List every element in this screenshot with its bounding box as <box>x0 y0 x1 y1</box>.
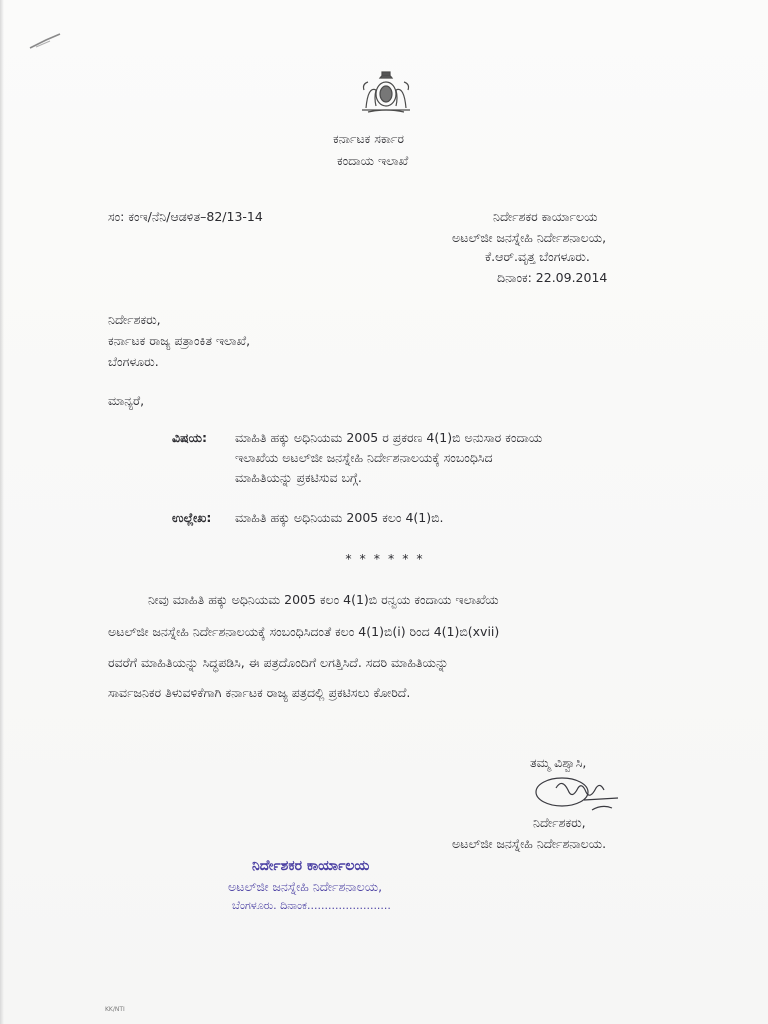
closing-org: ಅಟಲ್‌ಜೀ ಜನಸ್ನೇಹಿ ನಿರ್ದೇಶನಾಲಯ. <box>452 836 607 851</box>
office-line-2: ಅಟಲ್‌ಜೀ ಜನಸ್ನೇಹಿ ನಿರ್ದೇಶನಾಲಯ, <box>452 230 607 245</box>
scan-edge-shadow <box>0 0 4 1024</box>
office-line-3: ಕೆ.ಆರ್.ವೃತ್ತ ಬೆಂಗಳೂರು. <box>485 249 590 264</box>
body-line-2: ಅಟಲ್‌ಜೀ ಜನಸ್ನೇಹಿ ನಿರ್ದೇಶನಾಲಯಕ್ಕೆ ಸಂಬಂಧಿಸಿದಂತೆ ಕಲಂ 4(1)ಬಿ(i) ರಿಂದ 4(1)ಬಿ(xvii) <box>108 624 500 639</box>
stamp-line-3: ಬೆಂಗಳೂರು. ದಿನಾಂಕ........................ <box>232 899 391 912</box>
body-line-1: ನೀವು ಮಾಹಿತಿ ಹಕ್ಕು ಅಧಿನಿಯಮ 2005 ಕಲಂ 4(1)ಬಿ ರನ್ವಯ ಕಂದಾಯ ಇಲಾಖೆಯ <box>148 592 499 607</box>
letter-date: ದಿನಾಂಕ: 22.09.2014 <box>497 270 608 285</box>
reference-number: ಸಂ: ಕಂಇ/ನೆನಿ/ಆಡಳಿತ–82/13-14 <box>108 209 263 224</box>
reference-text: ಮಾಹಿತಿ ಹಕ್ಕು ಅಧಿನಿಯಮ 2005 ಕಲಂ 4(1)ಬಿ. <box>235 510 444 525</box>
signature-icon <box>532 770 622 816</box>
recipient-line-3: ಬೆಂಗಳೂರು. <box>108 354 159 369</box>
body-line-3: ರವರೆಗೆ ಮಾಹಿತಿಯನ್ನು ಸಿದ್ಧಪಡಿಸಿ, ಈ ಪತ್ರದೊಂದಿಗೆ ಲಗತ್ತಿಸಿದೆ. ಸದರಿ ಮಾಹಿತಿಯನ್ನು <box>108 655 449 670</box>
closing-title: ನಿರ್ದೇಶಕರು, <box>533 815 586 830</box>
government-title: ಕರ್ನಾಟಕ ಸರ್ಕಾರ <box>333 131 404 146</box>
stamp-line-2: ಅಟಲ್‌ಜೀ ಜನಸ್ನೇಹಿ ನಿರ್ದೇಶನಾಲಯ, <box>228 879 383 894</box>
subject-line-3: ಮಾಹಿತಿಯನ್ನು ಪ್ರಕಟಿಸುವ ಬಗ್ಗೆ. <box>235 470 362 485</box>
closing-regards: ತಮ್ಮ ವಿಶ್ವಾಸಿ, <box>530 755 587 770</box>
separator-asterisks: * * * * * * <box>345 551 425 566</box>
department-title: ಕಂದಾಯ ಇಲಾಖೆ <box>337 153 409 168</box>
subject-line-1: ಮಾಹಿತಿ ಹಕ್ಕು ಅಧಿನಿಯಮ 2005 ರ ಪ್ರಕರಣ 4(1)ಬಿ ಅನುಸಾರ ಕಂದಾಯ <box>235 430 543 445</box>
pin-hole-icon <box>28 32 64 52</box>
footer-code: KK/NTI <box>105 1006 125 1013</box>
recipient-line-2: ಕರ್ನಾಟಕ ರಾಜ್ಯ ಪತ್ರಾಂಕಿತ ಇಲಾಖೆ, <box>108 333 251 348</box>
salutation: ಮಾನ್ಯರೆ, <box>108 393 145 408</box>
stamp-title: ನಿರ್ದೇಶಕರ ಕಾರ್ಯಾಲಯ <box>252 858 370 874</box>
recipient-line-1: ನಿರ್ದೇಶಕರು, <box>108 312 161 327</box>
body-line-4: ಸಾರ್ವಜನಿಕರ ತಿಳುವಳಿಕೆಗಾಗಿ ಕರ್ನಾಟಕ ರಾಜ್ಯ ಪತ್ರದಲ್ಲಿ ಪ್ರಕಟಿಸಲು ಕೋರಿದೆ. <box>108 685 411 700</box>
office-line-1: ನಿರ್ದೇಶಕರ ಕಾರ್ಯಾಲಯ <box>493 209 598 224</box>
subject-line-2: ಇಲಾಖೆಯ ಅಟಲ್‌ಜೀ ಜನಸ್ನೇಹಿ ನಿರ್ದೇಶನಾಲಯಕ್ಕೆ ಸಂಬಂಧಿಸಿದ <box>235 450 493 465</box>
subject-label: ವಿಷಯ: <box>172 430 207 445</box>
reference-label: ಉಲ್ಲೇಖ: <box>172 510 212 525</box>
state-emblem-icon <box>354 68 418 114</box>
